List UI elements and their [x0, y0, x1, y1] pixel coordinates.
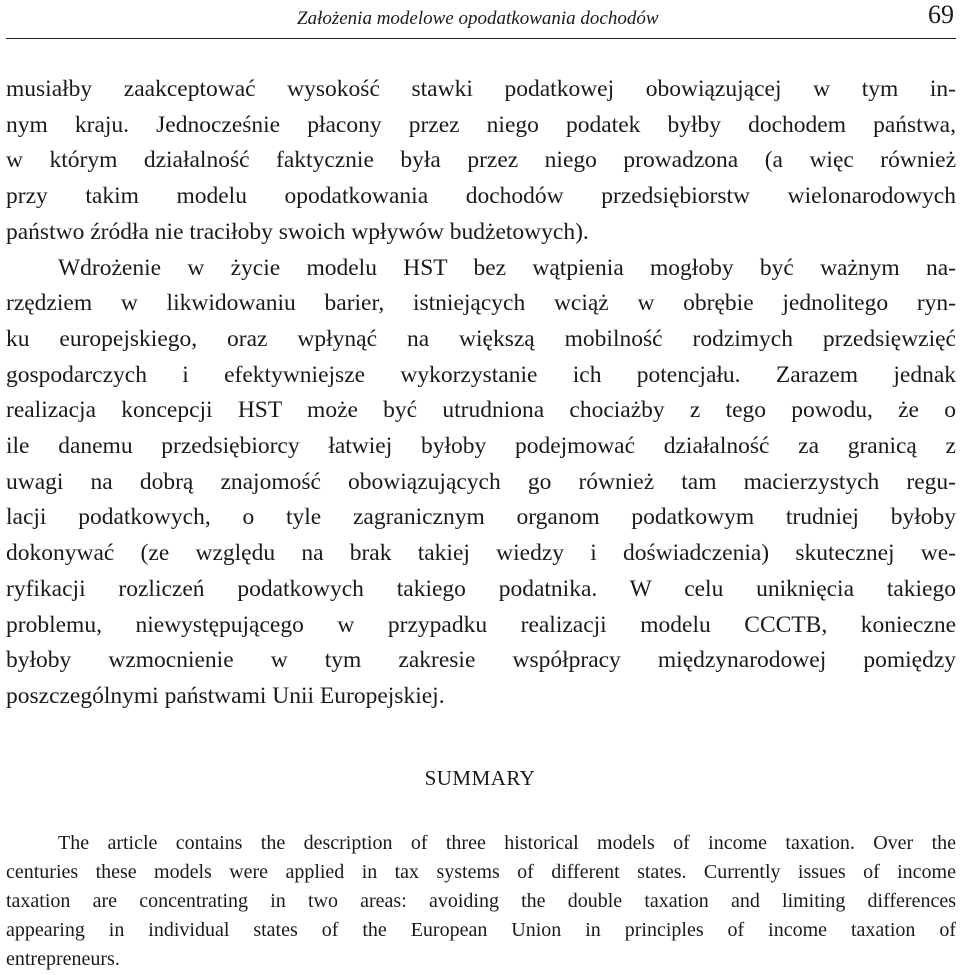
body-line: nym kraju. Jednocześnie płacony przez niego podatek byłby dochodem państwa,	[6, 111, 956, 138]
summary-line: The article contains the description of three historical models of income taxation. Over the	[58, 832, 956, 854]
summary-line: taxation are concentrating in two areas: avoiding the double taxation and limiting differences	[6, 890, 956, 912]
summary-line: appearing in individual states of the European Union in principles of income taxation of	[6, 919, 956, 941]
body-line: dokonywać (ze względu na brak takiej wiedzy i doświadczenia) skutecznej we-	[6, 540, 956, 567]
running-header	[0, 0, 960, 38]
summary-heading: SUMMARY	[424, 766, 536, 790]
body-line: uwagi na dobrą znajomość obowiązujących go również tam macierzystych regu-	[6, 468, 956, 495]
summary-line: centuries these models were applied in tax systems of different states. Currently issues of income	[6, 861, 956, 883]
header-rule	[6, 38, 956, 39]
body-line: przy takim modelu opodatkowania dochodów przedsiębiorstw wielonarodowych	[6, 183, 956, 210]
body-line: ryfikacji rozliczeń podatkowych takiego podatnika. W celu uniknięcia takiego	[6, 575, 956, 602]
body-line: byłoby wzmocnienie w tym zakresie współpracy międzynarodowej pomiędzy	[6, 647, 956, 674]
summary-text	[6, 829, 956, 974]
running-title: Założenia modelowe opodatkowania dochodów	[297, 8, 659, 29]
body-text	[6, 72, 956, 715]
body-line: w którym działalność faktycznie była przez niego prowadzona (a więc również	[6, 147, 956, 174]
body-line: problemu, niewystępującego w przypadku realizacji modelu CCCTB, konieczne	[6, 611, 956, 638]
body-line: rzędziem w likwidowaniu barier, istniejących wciąż w obrębie jednolitego ryn-	[6, 290, 956, 317]
page-number: 69	[928, 0, 954, 29]
body-line: państwo źródła nie traciłoby swoich wpływów budżetowych).	[6, 218, 589, 245]
body-line: ile danemu przedsiębiorcy łatwiej byłoby podejmować działalność za granicą z	[6, 433, 956, 460]
body-line: poszczególnymi państwami Unii Europejskiej.	[6, 682, 445, 709]
body-line: lacji podatkowych, o tyle zagranicznym organom podatkowym trudniej byłoby	[6, 504, 956, 531]
body-line: musiałby zaakceptować wysokość stawki podatkowej obowiązującej w tym in-	[6, 76, 956, 102]
body-line: ku europejskiego, oraz wpłynąć na większą mobilność rodzimych przedsięwzięć	[6, 325, 956, 352]
body-line: Wdrożenie w życie modelu HST bez wątpienia mogłoby być ważnym na-	[58, 254, 956, 281]
summary-line: entrepreneurs.	[6, 948, 120, 970]
body-line: realizacja koncepcji HST może być utrudniona chociażby z tego powodu, że o	[6, 397, 956, 424]
body-line: gospodarczych i efektywniejsze wykorzystanie ich potencjału. Zarazem jednak	[6, 361, 956, 388]
